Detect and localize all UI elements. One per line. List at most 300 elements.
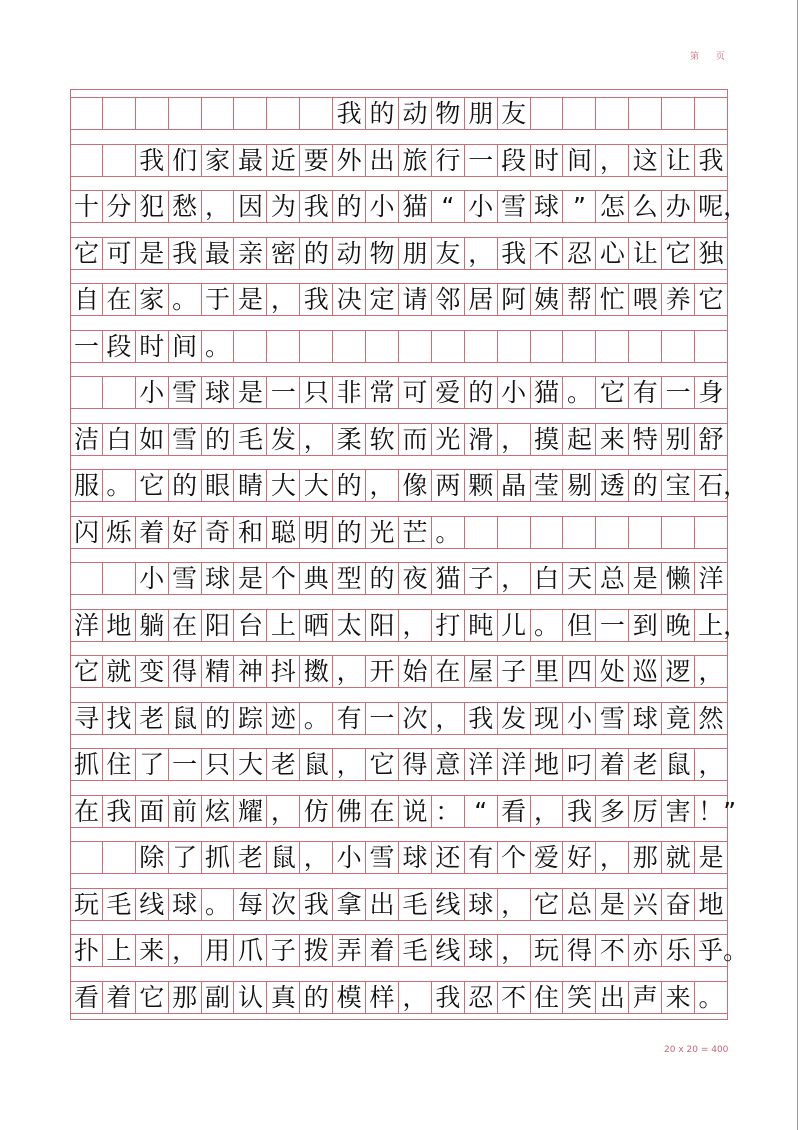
grid-cell: ， (399, 982, 432, 1013)
grid-cell: 养 (662, 284, 695, 315)
grid-cell: 来 (596, 424, 629, 455)
grid-cell: 的 (300, 238, 333, 269)
grid-cell: ， (202, 191, 235, 222)
grid-cell: 看 (70, 982, 103, 1013)
grid-cell: 愁 (169, 191, 202, 222)
grid-cell: 在 (366, 796, 399, 827)
grid-cell: 。 (432, 517, 465, 548)
grid-cell: 猫 (531, 377, 564, 408)
grid-cell: 前 (169, 796, 202, 827)
grid-cell: 始 (399, 656, 432, 687)
grid-cell: 我 (695, 145, 728, 176)
grid-cell: 毛 (399, 889, 432, 920)
grid-cell: 晚 (662, 610, 695, 641)
grid-cell: 球 (465, 889, 498, 920)
grid-cell (103, 842, 136, 873)
grid-cell: 那 (169, 982, 202, 1013)
grid-cell: 住 (103, 749, 136, 780)
grid-cell: 擞 (300, 656, 333, 687)
grid-cell: 线 (432, 889, 465, 920)
grid-cell: 它 (531, 889, 564, 920)
grid-cell: 面 (136, 796, 169, 827)
grid-cell: 看 (498, 796, 531, 827)
text-row (70, 795, 737, 828)
grid-cell: 而 (399, 424, 432, 455)
grid-cell (695, 331, 728, 362)
grid-cell: 不 (531, 238, 564, 269)
grid-cell: 奇 (202, 517, 235, 548)
grid-cell: 一 (366, 703, 399, 734)
grid-cell: 子 (267, 935, 300, 966)
grid-cell: 大 (235, 749, 268, 780)
grid-cell: 精 (202, 656, 235, 687)
grid-cell: 像 (399, 470, 432, 501)
text-row (70, 376, 728, 409)
grid-cell: 爱 (531, 842, 564, 873)
grid-cell: 阳 (366, 610, 399, 641)
grid-cell: 到 (629, 610, 662, 641)
grid-cell (498, 331, 531, 362)
grid-cell: 。 (564, 377, 597, 408)
grid-cell: 的 (300, 982, 333, 1013)
grid-cell: 的 (366, 563, 399, 594)
grid-cell: 可 (103, 238, 136, 269)
grid-cell: 四 (564, 656, 597, 687)
grid-cell: 出 (366, 145, 399, 176)
text-row (70, 516, 728, 549)
grid-cell (70, 563, 103, 594)
grid-cell: 是 (136, 238, 169, 269)
grid-cell: 聪 (267, 517, 300, 548)
grid-cell: 副 (202, 982, 235, 1013)
grid-cell: 儿 (498, 610, 531, 641)
text-row (70, 981, 728, 1014)
grid-cell: ” (564, 191, 597, 222)
grid-cell: ， (399, 610, 432, 641)
grid-cell: ， (333, 749, 366, 780)
grid-cell: 和 (235, 517, 268, 548)
grid-cell: 有 (465, 842, 498, 873)
grid-cell (136, 98, 169, 129)
grid-cell: 洋 (695, 563, 728, 594)
grid-cell: 小 (366, 191, 399, 222)
grid-cell: 雪 (169, 563, 202, 594)
grid-cell: 躺 (136, 610, 169, 641)
grid-cell: 心 (596, 238, 629, 269)
grid-cell: 邻 (432, 284, 465, 315)
grid-cell: 抓 (70, 749, 103, 780)
grid-cell (662, 98, 695, 129)
grid-cell: 爪 (235, 935, 268, 966)
grid-cell: 厉 (629, 796, 662, 827)
grid-cell (465, 331, 498, 362)
grid-cell: ， (300, 424, 333, 455)
grid-cell: 变 (136, 656, 169, 687)
grid-cell (333, 331, 366, 362)
grid-cell: 老 (267, 749, 300, 780)
grid-cell: 物 (366, 238, 399, 269)
grid-cell: ， (432, 703, 465, 734)
grid-cell: 。 (169, 284, 202, 315)
grid-cell: 里 (531, 656, 564, 687)
title-row (70, 97, 728, 130)
grid-cell: 弄 (333, 935, 366, 966)
grid-cell: 我 (432, 982, 465, 1013)
grid-cell: 在 (432, 656, 465, 687)
grid-cell: 是 (695, 842, 728, 873)
grid-cell: 要 (300, 145, 333, 176)
grid-cell (235, 98, 268, 129)
grid-cell (366, 331, 399, 362)
grid-cell: 一 (662, 377, 695, 408)
page-edge (797, 0, 798, 1130)
grid-cell (103, 377, 136, 408)
grid-cell: 夜 (399, 563, 432, 594)
grid-cell: 雪 (596, 703, 629, 734)
grid-cell: 的 (629, 470, 662, 501)
grid-cell: 的 (465, 377, 498, 408)
grid-cell: 着 (366, 935, 399, 966)
grid-cell: 洋 (498, 749, 531, 780)
grid-cell: ， (465, 238, 498, 269)
grid-cell: 佛 (333, 796, 366, 827)
grid-cell: 的 (202, 703, 235, 734)
title-char: 动 (399, 98, 432, 129)
title-char: 我 (333, 98, 366, 129)
grid-cell: 服 (70, 470, 103, 501)
grid-cell: 踪 (235, 703, 268, 734)
grid-cell: 家 (202, 145, 235, 176)
grid-cell: 是 (235, 563, 268, 594)
grid-cell: 朋 (399, 238, 432, 269)
grid-cell: 不 (498, 982, 531, 1013)
grid-cell: 次 (267, 889, 300, 920)
grid-cell (70, 377, 103, 408)
grid-cell: 常 (366, 377, 399, 408)
grid-cell: 光 (432, 424, 465, 455)
grid-cell: 有 (629, 377, 662, 408)
grid-cell: 鼠 (662, 749, 695, 780)
grid-cell: “ (432, 191, 465, 222)
grid-cell: 十 (70, 191, 103, 222)
grid-cell: 让 (662, 145, 695, 176)
grid-cell: “ (465, 796, 498, 827)
grid-cell (596, 517, 629, 548)
grid-cell: 办 (662, 191, 695, 222)
grid-cell: 雪 (498, 191, 531, 222)
grid-cell: 决 (333, 284, 366, 315)
grid-cell: 白 (103, 424, 136, 455)
grid-cell (235, 331, 268, 362)
grid-cell: 出 (596, 982, 629, 1013)
grid-cell: 烁 (103, 517, 136, 548)
grid-cell (70, 145, 103, 176)
text-row (70, 330, 728, 363)
grid-cell: 我 (564, 796, 597, 827)
grid-cell: 球 (629, 703, 662, 734)
grid-cell: 阳 (202, 610, 235, 641)
grid-cell: 球 (465, 935, 498, 966)
grid-cell: 毛 (103, 889, 136, 920)
grid-cell (695, 517, 728, 548)
grid-cell: 大 (267, 470, 300, 501)
text-row (70, 190, 749, 223)
grid-cell: 摸 (531, 424, 564, 455)
grid-cell: 得 (399, 749, 432, 780)
grid-cell: 声 (629, 982, 662, 1013)
grid-cell: 这 (629, 145, 662, 176)
grid-cell (70, 842, 103, 873)
grid-cell: ， (267, 284, 300, 315)
grid-cell: 开 (366, 656, 399, 687)
grid-cell: 一 (596, 610, 629, 641)
grid-cell: 抖 (267, 656, 300, 687)
grid-cell: 的 (333, 191, 366, 222)
grid-cell: 球 (531, 191, 564, 222)
grid-cell: 着 (136, 517, 169, 548)
grid-cell: 样 (366, 982, 399, 1013)
grid-cell: 意 (432, 749, 465, 780)
grid-cell (596, 331, 629, 362)
grid-cell: 间 (564, 145, 597, 176)
grid-cell: 但 (564, 610, 597, 641)
grid-cell: 它 (70, 238, 103, 269)
grid-cell: 竟 (662, 703, 695, 734)
text-row (70, 655, 728, 688)
grid-cell: 得 (564, 935, 597, 966)
grid-cell: 非 (333, 377, 366, 408)
grid-cell: 球 (202, 563, 235, 594)
text-row (70, 237, 728, 270)
grid-cell: ， (695, 656, 728, 687)
grid-cell: 玩 (531, 935, 564, 966)
grid-cell: 忙 (596, 284, 629, 315)
page-label-ye: 页 (715, 52, 725, 62)
grid-cell: 定 (366, 284, 399, 315)
grid-cell (662, 331, 695, 362)
grid-cell: 鼠 (169, 703, 202, 734)
grid-cell: 真 (267, 982, 300, 1013)
grid-cell (629, 331, 662, 362)
grid-cell: 动 (333, 238, 366, 269)
grid-cell: 小 (136, 377, 169, 408)
grid-cell: 犯 (136, 191, 169, 222)
grid-cell: 雪 (366, 842, 399, 873)
grid-cell: 神 (235, 656, 268, 687)
grid-cell: 么 (629, 191, 662, 222)
grid-cell: 忍 (564, 238, 597, 269)
grid-size-label: 20 x 20 = 400 (664, 1045, 729, 1055)
grid-cell: 打 (432, 610, 465, 641)
text-row (70, 283, 728, 316)
grid-cell: 子 (465, 563, 498, 594)
grid-cell: 毛 (235, 424, 268, 455)
grid-cell: ， (300, 842, 333, 873)
grid-cell: 小 (564, 703, 597, 734)
grid-cell: 居 (465, 284, 498, 315)
grid-cell: 小 (136, 563, 169, 594)
grid-cell: 我 (103, 796, 136, 827)
grid-cell: 寻 (70, 703, 103, 734)
grid-cell: 巡 (629, 656, 662, 687)
text-row (70, 748, 728, 781)
grid-cell: 晶 (498, 470, 531, 501)
grid-cell: 球 (202, 377, 235, 408)
grid-cell: 上 (267, 610, 300, 641)
grid-cell: 洋 (70, 610, 103, 641)
grid-cell: 好 (169, 517, 202, 548)
grid-cell (629, 517, 662, 548)
grid-cell: 线 (432, 935, 465, 966)
grid-cell: 老 (136, 703, 169, 734)
grid-cell: 型 (333, 563, 366, 594)
grid-cell: 猫 (399, 191, 432, 222)
grid-cell (169, 98, 202, 129)
grid-cell: 的 (169, 470, 202, 501)
grid-cell: 颗 (465, 470, 498, 501)
grid-cell: 说 (399, 796, 432, 827)
grid-cell: 有 (333, 703, 366, 734)
grid-cell: 就 (662, 842, 695, 873)
grid-cell: 总 (596, 563, 629, 594)
grid-cell: 它 (596, 377, 629, 408)
grid-cell (564, 331, 597, 362)
grid-cell: 起 (564, 424, 597, 455)
grid-cell (103, 98, 136, 129)
title-char: 朋 (465, 98, 498, 129)
grid-cell: 除 (136, 842, 169, 873)
grid-cell: 乐 (662, 935, 695, 966)
grid-cell: 害 (662, 796, 695, 827)
grid-cell: 典 (300, 563, 333, 594)
grid-cell: 次 (399, 703, 432, 734)
grid-cell: 软 (366, 424, 399, 455)
grid-cell: 晒 (300, 610, 333, 641)
grid-cell (498, 517, 531, 548)
grid-cell: 仿 (300, 796, 333, 827)
grid-cell: 睛 (235, 470, 268, 501)
grid-cell: 为 (267, 191, 300, 222)
grid-cell: 亦 (629, 935, 662, 966)
grid-cell: ， (498, 889, 531, 920)
grid-cell (300, 331, 333, 362)
grid-cell (531, 331, 564, 362)
grid-cell: 每 (235, 889, 268, 920)
grid-cell: 行 (432, 145, 465, 176)
grid-cell: 玩 (70, 889, 103, 920)
grid-cell: 扑 (70, 935, 103, 966)
grid-cell: 间 (169, 331, 202, 362)
grid-cell: 毛 (399, 935, 432, 966)
grid-cell: 在 (103, 284, 136, 315)
grid-cell: 是 (235, 284, 268, 315)
grid-cell: 了 (169, 842, 202, 873)
grid-cell: 两 (432, 470, 465, 501)
grid-cell: 在 (70, 796, 103, 827)
grid-cell: 眼 (202, 470, 235, 501)
grid-cell: ， (531, 796, 564, 827)
grid-cell: 它 (70, 656, 103, 687)
grid-cell (564, 98, 597, 129)
grid-cell: ： (432, 796, 465, 827)
grid-cell: 一 (465, 145, 498, 176)
grid-cell: 大 (300, 470, 333, 501)
grid-cell: 小 (498, 377, 531, 408)
grid-cell: 鼠 (267, 842, 300, 873)
grid-cell: ， (596, 842, 629, 873)
grid-cell: 雪 (169, 377, 202, 408)
grid-cell: 炫 (202, 796, 235, 827)
grid-cell (564, 517, 597, 548)
grid-cell: 是 (629, 563, 662, 594)
grid-cell: 我 (300, 191, 333, 222)
grid-cell (399, 331, 432, 362)
grid-cell: 上， (695, 610, 728, 641)
grid-cell: 最 (235, 145, 268, 176)
grid-cell: 我 (465, 703, 498, 734)
grid-cell: 用 (202, 935, 235, 966)
grid-cell: 地 (103, 610, 136, 641)
grid-cell: 段 (103, 331, 136, 362)
text-row (70, 702, 728, 735)
grid-cell: 着 (596, 749, 629, 780)
grid-cell: ， (169, 935, 202, 966)
grid-cell: 是 (596, 889, 629, 920)
grid-cell: 地 (695, 889, 728, 920)
grid-cell: 一 (267, 377, 300, 408)
grid-cell: 找 (103, 703, 136, 734)
grid-cell: 叼 (564, 749, 597, 780)
grid-cell: 拿 (333, 889, 366, 920)
grid-cell: 家 (136, 284, 169, 315)
grid-cell: 姨 (531, 284, 564, 315)
grid-cell: 球 (399, 842, 432, 873)
title-char: 友 (498, 98, 531, 129)
grid-cell: 一 (70, 331, 103, 362)
grid-cell: 处 (596, 656, 629, 687)
grid-cell: 是 (235, 377, 268, 408)
grid-cell: 它 (136, 982, 169, 1013)
grid-cell: ， (596, 145, 629, 176)
grid-cell: 舒 (695, 424, 728, 455)
grid-cell: 剔 (564, 470, 597, 501)
grid-cell: 台 (235, 610, 268, 641)
grid-cell: 我 (498, 238, 531, 269)
grid-cell: 段 (498, 145, 531, 176)
grid-cell: 的 (333, 517, 366, 548)
grid-cell: 时 (531, 145, 564, 176)
grid-cell: 它 (366, 749, 399, 780)
grid-cell: 请 (399, 284, 432, 315)
grid-cell: 太 (333, 610, 366, 641)
grid-cell: 盹 (465, 610, 498, 641)
grid-cell (629, 98, 662, 129)
grid-cell (695, 98, 728, 129)
grid-cell: 雪 (169, 424, 202, 455)
grid-cell: 上 (103, 935, 136, 966)
grid-cell: 来 (662, 982, 695, 1013)
composition-grid (70, 89, 749, 1020)
grid-cell: 。 (695, 982, 728, 1013)
grid-cell (103, 145, 136, 176)
grid-cell: 不 (596, 935, 629, 966)
grid-cell: 。 (531, 610, 564, 641)
grid-cell: 小 (333, 842, 366, 873)
grid-cell: 发 (498, 703, 531, 734)
grid-cell: 逻 (662, 656, 695, 687)
grid-cell (103, 563, 136, 594)
page-label-di: 第 (690, 52, 700, 62)
